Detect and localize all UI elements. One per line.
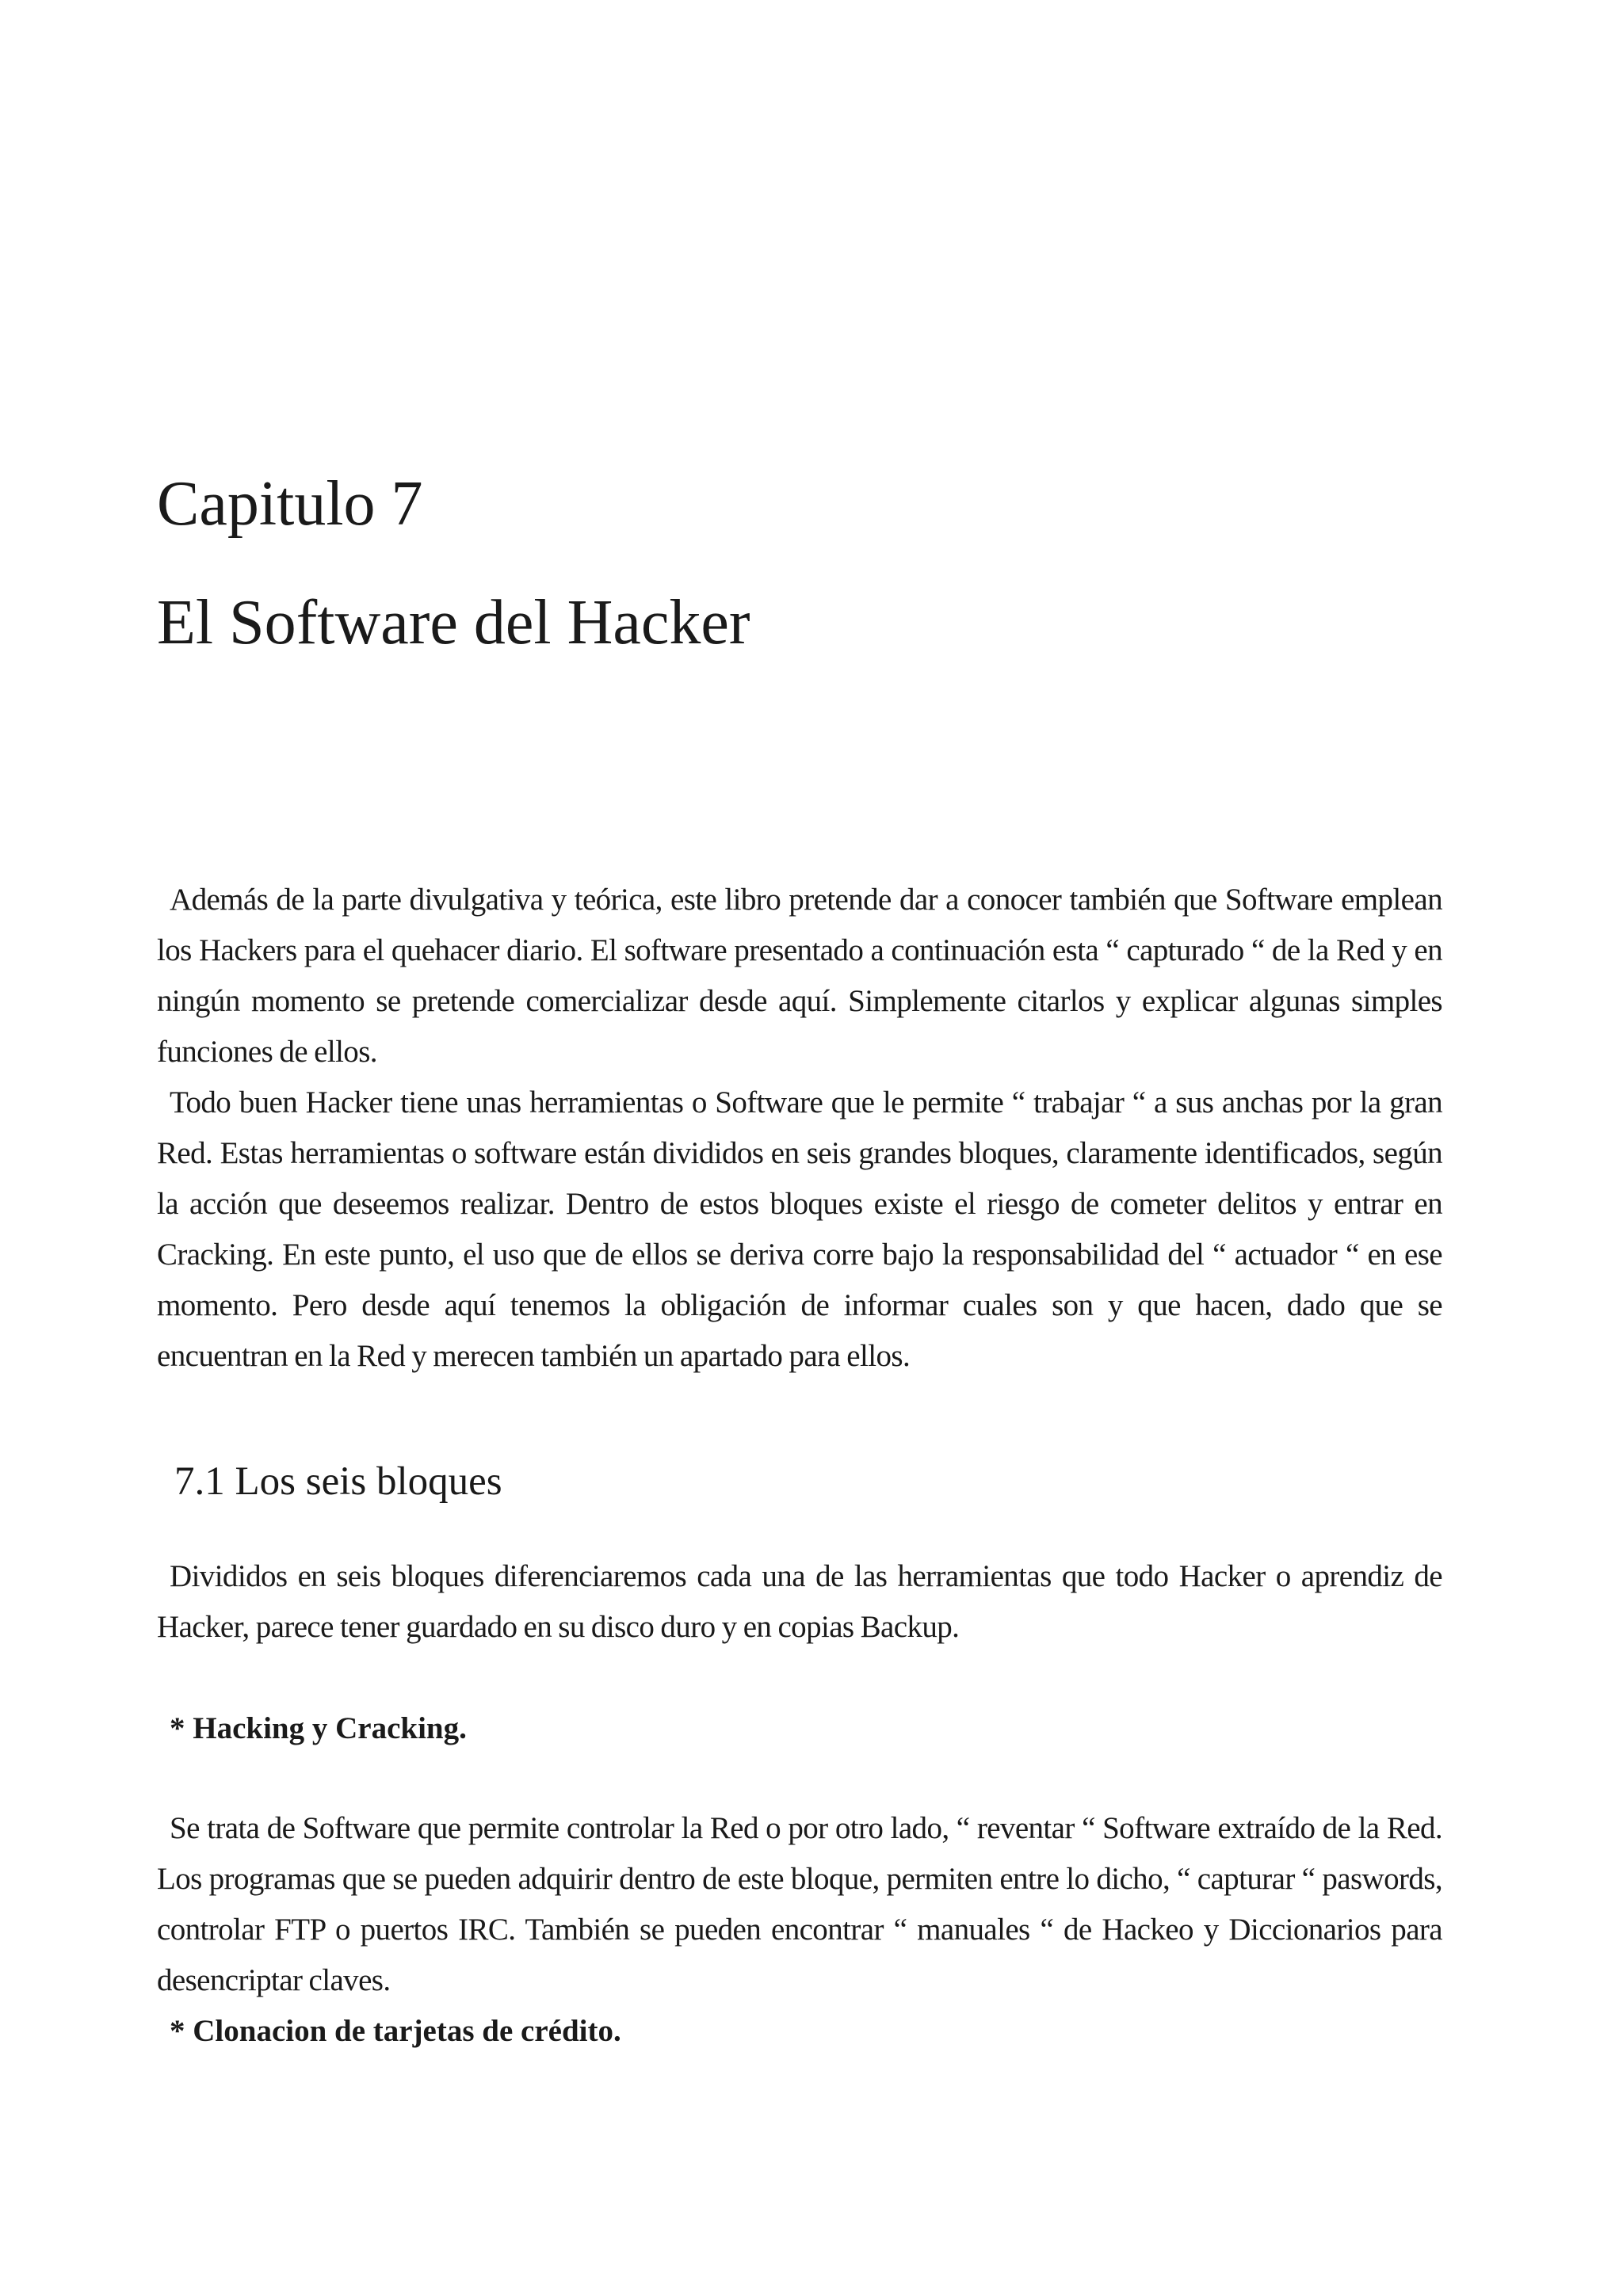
chapter-number: Capitulo 7 — [157, 469, 423, 539]
block-body-hacking-text: Se trata de Software que permite controlar la Red o por otro lado, “ reventar “ Software extraído de la Red. Los programas que se pueden adquirir dentro de este bloque, permiten entre lo dicho, “ capturar “ paswords, controlar FTP o puertos IRC. También se pueden encontrar “ manuales “ de Hackeo y Diccionarios para desencriptar claves. — [157, 1811, 1442, 1997]
block-title-clonacion: * Clonacion de tarjetas de crédito. — [170, 2014, 621, 2048]
section-heading: 7.1 Los seis bloques — [174, 1459, 502, 1504]
intro-paragraph-1: Además de la parte divulgativa y teórica, este libro pretende dar a conocer también que Software emplean los Hackers para el quehacer diario. El software presentado a continuación esta “ capturado “ de la Red y en ningún momento se pretende comercializar desde aquí. Simplemente citarlos y explicar algunas simples funciones de ellos. — [157, 883, 1442, 1069]
intro-paragraph-2: Todo buen Hacker tiene unas herramientas o Software que le permite “ trabajar “ a sus anchas por la gran Red. Estas herramientas o software están divididos en seis grandes bloques, claramente identificados, según la acción que deseemos realizar. Dentro de estos bloques existe el riesgo de cometer delitos y entrar en Cracking. En este punto, el uso que de ellos se deriva corre bajo la responsabilidad del “ actuador “ en ese momento. Pero desde aquí tenemos la obligación de informar cuales son y que hacen, dado que se encuentran en la Red y merecen también un apartado para ellos. — [157, 1085, 1442, 1373]
intro-text — [157, 875, 1442, 1382]
section-intro-text: Divididos en seis bloques diferenciaremos cada una de las herramientas que todo Hacker o aprendiz de Hacker, parece tener guardado en su disco duro y en copias Backup. — [157, 1559, 1442, 1644]
block-title-hacking: * Hacking y Cracking. — [170, 1711, 467, 1745]
chapter-title: El Software del Hacker — [157, 588, 750, 658]
section-intro-paragraph — [157, 1551, 1442, 1653]
block-body-hacking — [157, 1803, 1442, 2006]
